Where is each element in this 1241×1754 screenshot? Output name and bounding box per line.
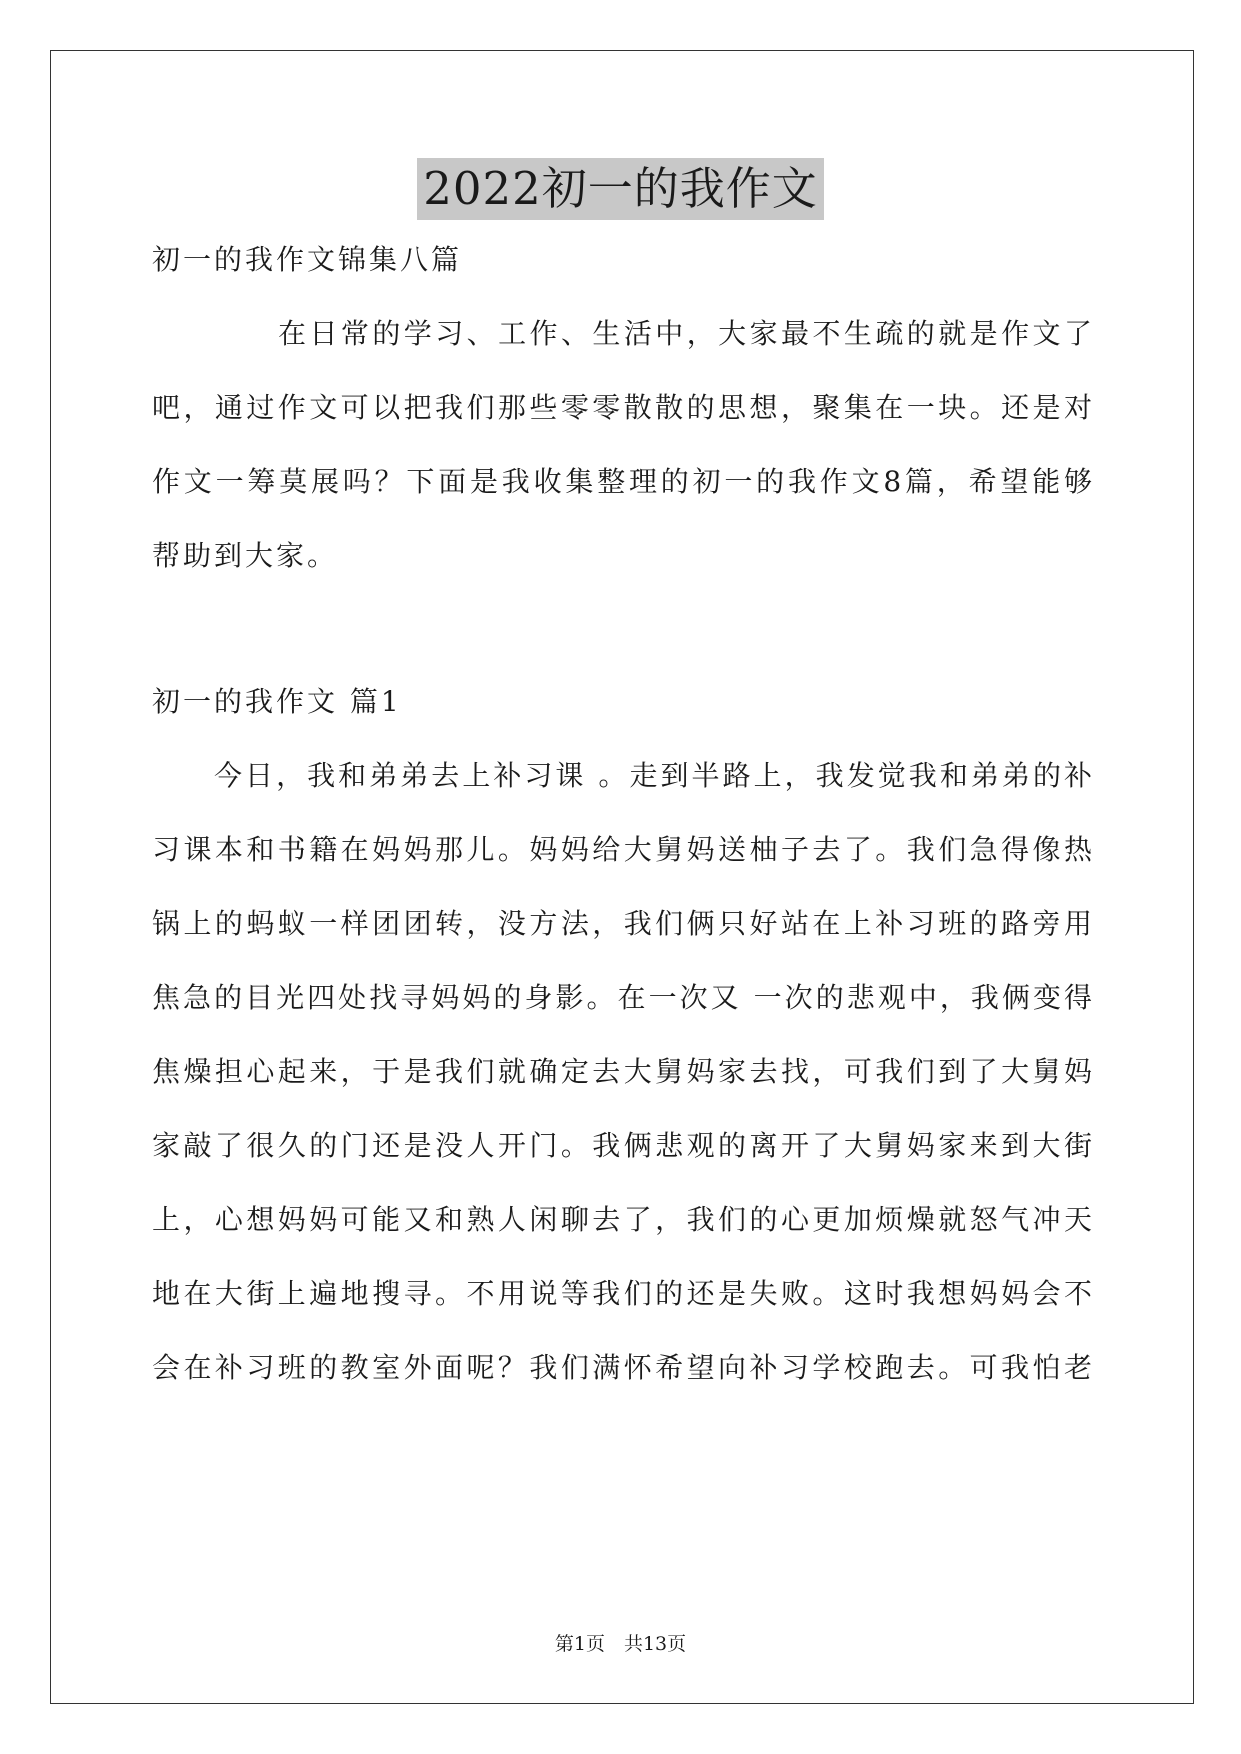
- body-line: 今日，我和弟弟去上补习课 。走到半路上，我发觉我和弟弟的补: [214, 759, 1092, 792]
- page-frame: [50, 50, 1194, 1704]
- intro-line: 帮助到大家。: [152, 539, 339, 572]
- document-subtitle: 初一的我作文锦集八篇: [152, 243, 463, 276]
- body-line: 焦急的目光四处找寻妈妈的身影。在一次又 一次的悲观中，我俩变得: [152, 981, 1092, 1014]
- intro-line: 作文一筹莫展吗？下面是我收集整理的初一的我作文8篇，希望能够: [152, 465, 1092, 498]
- body-line: 锅上的蚂蚁一样团团转，没方法，我们俩只好站在上补习班的路旁用: [152, 907, 1092, 940]
- body-line: 会在补习班的教室外面呢？我们满怀希望向补习学校跑去。可我怕老: [152, 1351, 1092, 1384]
- body-line: 家敲了很久的门还是没人开门。我俩悲观的离开了大舅妈家来到大街: [152, 1129, 1092, 1162]
- intro-line: 吧，通过作文可以把我们那些零零散散的思想，聚集在一块。还是对: [152, 391, 1092, 424]
- body-line: 习课本和书籍在妈妈那儿。妈妈给大舅妈送柚子去了。我们急得像热: [152, 833, 1092, 866]
- body-line: 上，心想妈妈可能又和熟人闲聊去了，我们的心更加烦燥就怒气冲天: [152, 1203, 1092, 1236]
- document-title: [0, 158, 1241, 220]
- intro-line: 在日常的学习、工作、生活中，大家最不生疏的就是作文了: [278, 317, 1092, 350]
- page-footer: 第1页 共13页: [554, 1633, 687, 1655]
- section-heading: 初一的我作文 篇1: [152, 685, 402, 718]
- document-title-text: 2022初一的我作文: [417, 158, 824, 220]
- body-line: 地在大街上遍地搜寻。不用说等我们的还是失败。这时我想妈妈会不: [152, 1277, 1092, 1310]
- body-line: 焦燥担心起来，于是我们就确定去大舅妈家去找，可我们到了大舅妈: [152, 1055, 1092, 1088]
